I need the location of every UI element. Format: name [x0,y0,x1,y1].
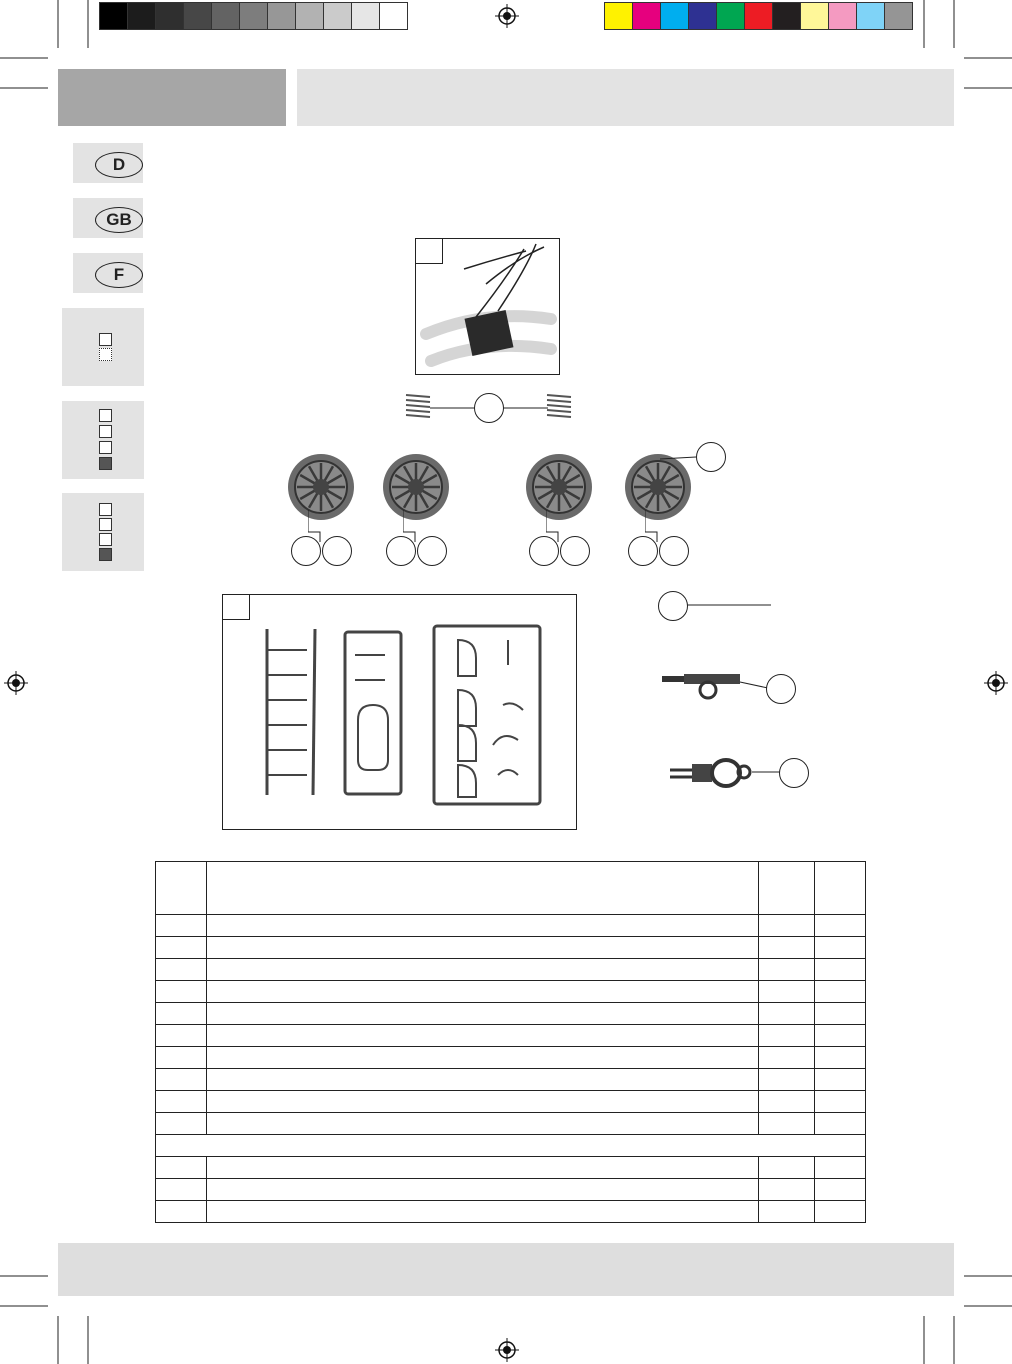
glyph-icon [99,425,112,438]
sprue-figure [222,594,577,830]
table-cell [815,1025,866,1047]
wheel-callout [628,536,658,566]
table-row [156,1025,866,1047]
table-cell [759,959,815,981]
table-row [156,981,866,1003]
table-cell [156,1157,207,1179]
decoder-illustration [416,239,559,374]
table-cell [206,1091,758,1113]
table-cell [156,1047,207,1069]
wheel-callout [386,536,416,566]
table-cell [759,1201,815,1223]
header-section-tab [58,69,286,126]
glyph-icon [99,333,112,346]
language-tab-script-2[interactable] [62,401,144,479]
table-cell [815,959,866,981]
table-cell [206,1179,758,1201]
header-title-bar [297,69,954,126]
table-row [156,1201,866,1223]
language-code: GB [95,207,143,233]
part-callout [766,674,796,704]
table-cell [759,1157,815,1179]
table-row [156,937,866,959]
table-cell [815,1069,866,1091]
spring-callout [474,393,504,423]
wheel-callout [291,536,321,566]
table-cell [206,981,758,1003]
parts-list-table [155,861,866,1223]
table-cell [815,1003,866,1025]
table-cell [815,862,866,915]
table-cell [759,1179,815,1201]
table-cell [206,915,758,937]
glyph-icon [99,348,112,361]
table-cell [759,1025,815,1047]
table-cell [759,1003,815,1025]
wheel-callout [529,536,559,566]
table-cell [815,1157,866,1179]
table-cell [759,981,815,1003]
table-cell [815,1179,866,1201]
table-cell [156,1069,207,1091]
glyph-icon [99,533,112,546]
coupler-icon [668,752,783,792]
language-code: F [95,262,143,288]
footer-bar [58,1243,954,1296]
glyph-icon [99,518,112,531]
table-cell [156,1201,207,1223]
table-cell [156,981,207,1003]
glyph-icon [99,457,112,470]
table-cell [156,937,207,959]
decoder-figure [415,238,560,375]
table-cell [759,1113,815,1135]
wheel-callout [696,442,726,472]
table-row [156,1069,866,1091]
table-cell [815,1201,866,1223]
table-cell [156,1091,207,1113]
table-cell [206,1003,758,1025]
table-row [156,1047,866,1069]
coil-spring-icon [404,392,432,418]
glyph-icon [99,548,112,561]
part-callout [658,591,688,621]
table-cell [156,862,207,915]
table-cell [156,959,207,981]
table-cell [815,1113,866,1135]
table-row [156,1091,866,1113]
part-callout [779,758,809,788]
language-tab-script-3[interactable] [62,493,144,571]
table-cell [759,1069,815,1091]
glyph-icon [99,409,112,422]
table-cell [759,1091,815,1113]
table-cell [156,915,207,937]
table-header-row [156,862,866,915]
table-cell [815,937,866,959]
table-row [156,1113,866,1135]
glyph-icon [99,441,112,454]
table-row [156,1179,866,1201]
table-cell [206,1157,758,1179]
table-cell [759,915,815,937]
table-row [156,915,866,937]
table-cell [815,981,866,1003]
table-cell [815,1091,866,1113]
language-code: D [95,152,143,178]
table-cell [815,915,866,937]
language-tab-script-1[interactable] [62,308,144,386]
coupler-icon [660,670,770,704]
table-cell [156,1003,207,1025]
leader-line [660,453,700,463]
language-tab-gb[interactable] [73,198,143,238]
table-cell [156,1025,207,1047]
table-cell [156,1113,207,1135]
table-row [156,959,866,981]
glyph-icon [99,503,112,516]
wheel-callout [322,536,352,566]
table-cell [206,1069,758,1091]
table-row [156,1135,866,1157]
language-tab-fr[interactable] [73,253,143,293]
wheel-callout [659,536,689,566]
table-cell [206,1201,758,1223]
sprue-illustration [223,595,576,829]
wheel-callout [560,536,590,566]
table-row [156,1157,866,1179]
table-cell [156,1135,866,1157]
wheel-callout [417,536,447,566]
table-cell [206,1025,758,1047]
leader-line [687,603,771,607]
table-row [156,1003,866,1025]
table-cell [206,959,758,981]
table-cell [759,1047,815,1069]
language-tab-de[interactable] [73,143,143,183]
table-cell [156,1179,207,1201]
table-cell [206,1047,758,1069]
table-cell [759,937,815,959]
table-cell [759,862,815,915]
table-cell [815,1047,866,1069]
table-cell [206,1113,758,1135]
table-cell [206,937,758,959]
table-cell [206,862,758,915]
